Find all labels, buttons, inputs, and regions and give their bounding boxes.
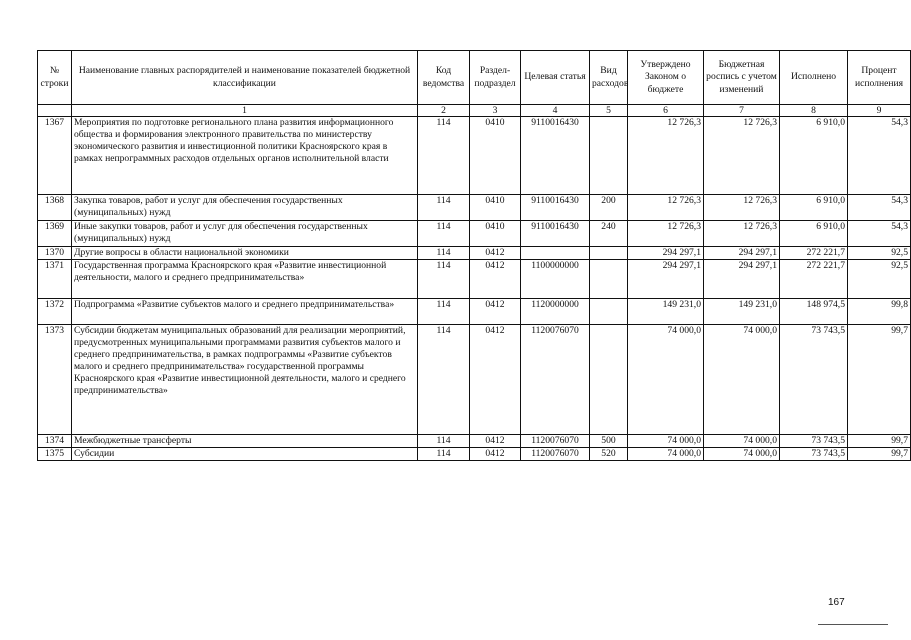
row-name: Закупка товаров, работ и услуг для обеспечения государственных (муниципальных) нужд [72, 195, 418, 221]
row-department-code: 114 [418, 299, 470, 325]
header-row [38, 51, 911, 105]
column-number: 7 [704, 105, 780, 117]
row-approved: 294 297,1 [628, 260, 704, 299]
header-expense-type: Вид расходов [590, 51, 628, 105]
budget-table [37, 50, 911, 461]
row-expense-type [590, 260, 628, 299]
row-section: 0412 [470, 299, 521, 325]
row-approved: 74 000,0 [628, 448, 704, 461]
row-approved: 12 726,3 [628, 195, 704, 221]
row-expense-type [590, 117, 628, 195]
row-section: 0412 [470, 260, 521, 299]
row-number: 1374 [38, 435, 72, 448]
table-row [38, 247, 911, 260]
row-executed: 6 910,0 [780, 221, 848, 247]
row-target-article [521, 247, 590, 260]
row-target-article: 1120076070 [521, 448, 590, 461]
row-executed: 6 910,0 [780, 195, 848, 221]
row-percent: 54,3 [848, 195, 911, 221]
header-row-number: № строки [38, 51, 72, 105]
header-section: Раздел-подраздел [470, 51, 521, 105]
column-number: 9 [848, 105, 911, 117]
row-number: 1369 [38, 221, 72, 247]
row-number: 1375 [38, 448, 72, 461]
row-department-code: 114 [418, 435, 470, 448]
column-number-row [38, 105, 911, 117]
row-budget-schedule: 12 726,3 [704, 195, 780, 221]
header-name: Наименование главных распорядителей и наименование показателей бюджетной классификации [72, 51, 418, 105]
row-name: Государственная программа Красноярского края «Развитие инвестиционной деятельности, малого и среднего предпринимательства» [72, 260, 418, 299]
table-row [38, 117, 911, 195]
row-percent: 92,5 [848, 260, 911, 299]
column-number: 2 [418, 105, 470, 117]
row-target-article: 9110016430 [521, 117, 590, 195]
row-section: 0412 [470, 435, 521, 448]
table-body [38, 117, 911, 461]
header-target-article: Целевая статья [521, 51, 590, 105]
row-department-code: 114 [418, 260, 470, 299]
row-budget-schedule: 12 726,3 [704, 117, 780, 195]
row-number: 1372 [38, 299, 72, 325]
header-executed: Исполнено [780, 51, 848, 105]
row-target-article: 1100000000 [521, 260, 590, 299]
column-number: 1 [72, 105, 418, 117]
row-target-article: 9110016430 [521, 195, 590, 221]
table-row [38, 221, 911, 247]
row-number: 1367 [38, 117, 72, 195]
row-executed: 73 743,5 [780, 435, 848, 448]
row-budget-schedule: 149 231,0 [704, 299, 780, 325]
column-number: 8 [780, 105, 848, 117]
row-percent: 54,3 [848, 117, 911, 195]
row-department-code: 114 [418, 117, 470, 195]
row-name: Подпрограмма «Развитие субъектов малого и среднего предпринимательства» [72, 299, 418, 325]
row-approved: 149 231,0 [628, 299, 704, 325]
row-section: 0410 [470, 195, 521, 221]
column-number: 5 [590, 105, 628, 117]
row-department-code: 114 [418, 195, 470, 221]
row-percent: 54,3 [848, 221, 911, 247]
row-section: 0412 [470, 325, 521, 435]
row-budget-schedule: 74 000,0 [704, 325, 780, 435]
row-expense-type: 240 [590, 221, 628, 247]
row-department-code: 114 [418, 247, 470, 260]
row-name: Субсидии бюджетам муниципальных образований для реализации мероприятий, предусмотренных муниципальными программами развития субъектов малого и среднего предпринимательства, в рамках подпрограммы «Развитие субъектов малого и среднего предпринимательства» государственной программы Красноярского края «Развитие инвестиционной деятельности, малого и среднего предпринимательства» [72, 325, 418, 435]
page-number: 167 [828, 597, 845, 608]
row-expense-type [590, 247, 628, 260]
row-name: Мероприятия по подготовке регионального плана развития информационного общества и формирования электронного правительства по министерству экономического развития и инвестиционной политики Красноярского края в рамках непрограммных расходов отдельных органов исполнительной власти [72, 117, 418, 195]
row-executed: 73 743,5 [780, 325, 848, 435]
row-section: 0410 [470, 221, 521, 247]
row-percent: 99,8 [848, 299, 911, 325]
row-percent: 99,7 [848, 435, 911, 448]
row-number: 1373 [38, 325, 72, 435]
footer-rule [818, 624, 888, 625]
row-budget-schedule: 294 297,1 [704, 247, 780, 260]
header-budget-schedule: Бюджетная роспись с учетом изменений [704, 51, 780, 105]
row-section: 0410 [470, 117, 521, 195]
row-name: Иные закупки товаров, работ и услуг для обеспечения государственных (муниципальных) нужд [72, 221, 418, 247]
row-section: 0412 [470, 448, 521, 461]
row-department-code: 114 [418, 448, 470, 461]
column-number: 3 [470, 105, 521, 117]
row-target-article: 1120076070 [521, 435, 590, 448]
row-approved: 74 000,0 [628, 325, 704, 435]
row-percent: 99,7 [848, 325, 911, 435]
row-percent: 92,5 [848, 247, 911, 260]
row-approved: 74 000,0 [628, 435, 704, 448]
table-row [38, 299, 911, 325]
row-budget-schedule: 12 726,3 [704, 221, 780, 247]
row-executed: 6 910,0 [780, 117, 848, 195]
row-target-article: 9110016430 [521, 221, 590, 247]
row-section: 0412 [470, 247, 521, 260]
row-executed: 73 743,5 [780, 448, 848, 461]
row-number: 1371 [38, 260, 72, 299]
row-number: 1370 [38, 247, 72, 260]
row-budget-schedule: 74 000,0 [704, 448, 780, 461]
row-expense-type [590, 299, 628, 325]
row-budget-schedule: 294 297,1 [704, 260, 780, 299]
header-approved: Утверждено Законом о бюджете [628, 51, 704, 105]
row-expense-type: 200 [590, 195, 628, 221]
row-department-code: 114 [418, 325, 470, 435]
column-number-blank [38, 105, 72, 117]
row-approved: 294 297,1 [628, 247, 704, 260]
table-row [38, 195, 911, 221]
table-row [38, 435, 911, 448]
row-executed: 148 974,5 [780, 299, 848, 325]
header-percent: Процент исполнения [848, 51, 911, 105]
row-approved: 12 726,3 [628, 117, 704, 195]
row-budget-schedule: 74 000,0 [704, 435, 780, 448]
table-row [38, 325, 911, 435]
row-executed: 272 221,7 [780, 247, 848, 260]
table-row [38, 260, 911, 299]
row-name: Другие вопросы в области национальной экономики [72, 247, 418, 260]
row-expense-type: 520 [590, 448, 628, 461]
row-executed: 272 221,7 [780, 260, 848, 299]
row-expense-type [590, 325, 628, 435]
row-target-article: 1120076070 [521, 325, 590, 435]
row-name: Субсидии [72, 448, 418, 461]
header-department-code: Код ведомства [418, 51, 470, 105]
row-number: 1368 [38, 195, 72, 221]
column-number: 4 [521, 105, 590, 117]
row-expense-type: 500 [590, 435, 628, 448]
row-approved: 12 726,3 [628, 221, 704, 247]
row-name: Межбюджетные трансферты [72, 435, 418, 448]
table-row [38, 448, 911, 461]
row-department-code: 114 [418, 221, 470, 247]
column-number: 6 [628, 105, 704, 117]
row-target-article: 1120000000 [521, 299, 590, 325]
row-percent: 99,7 [848, 448, 911, 461]
